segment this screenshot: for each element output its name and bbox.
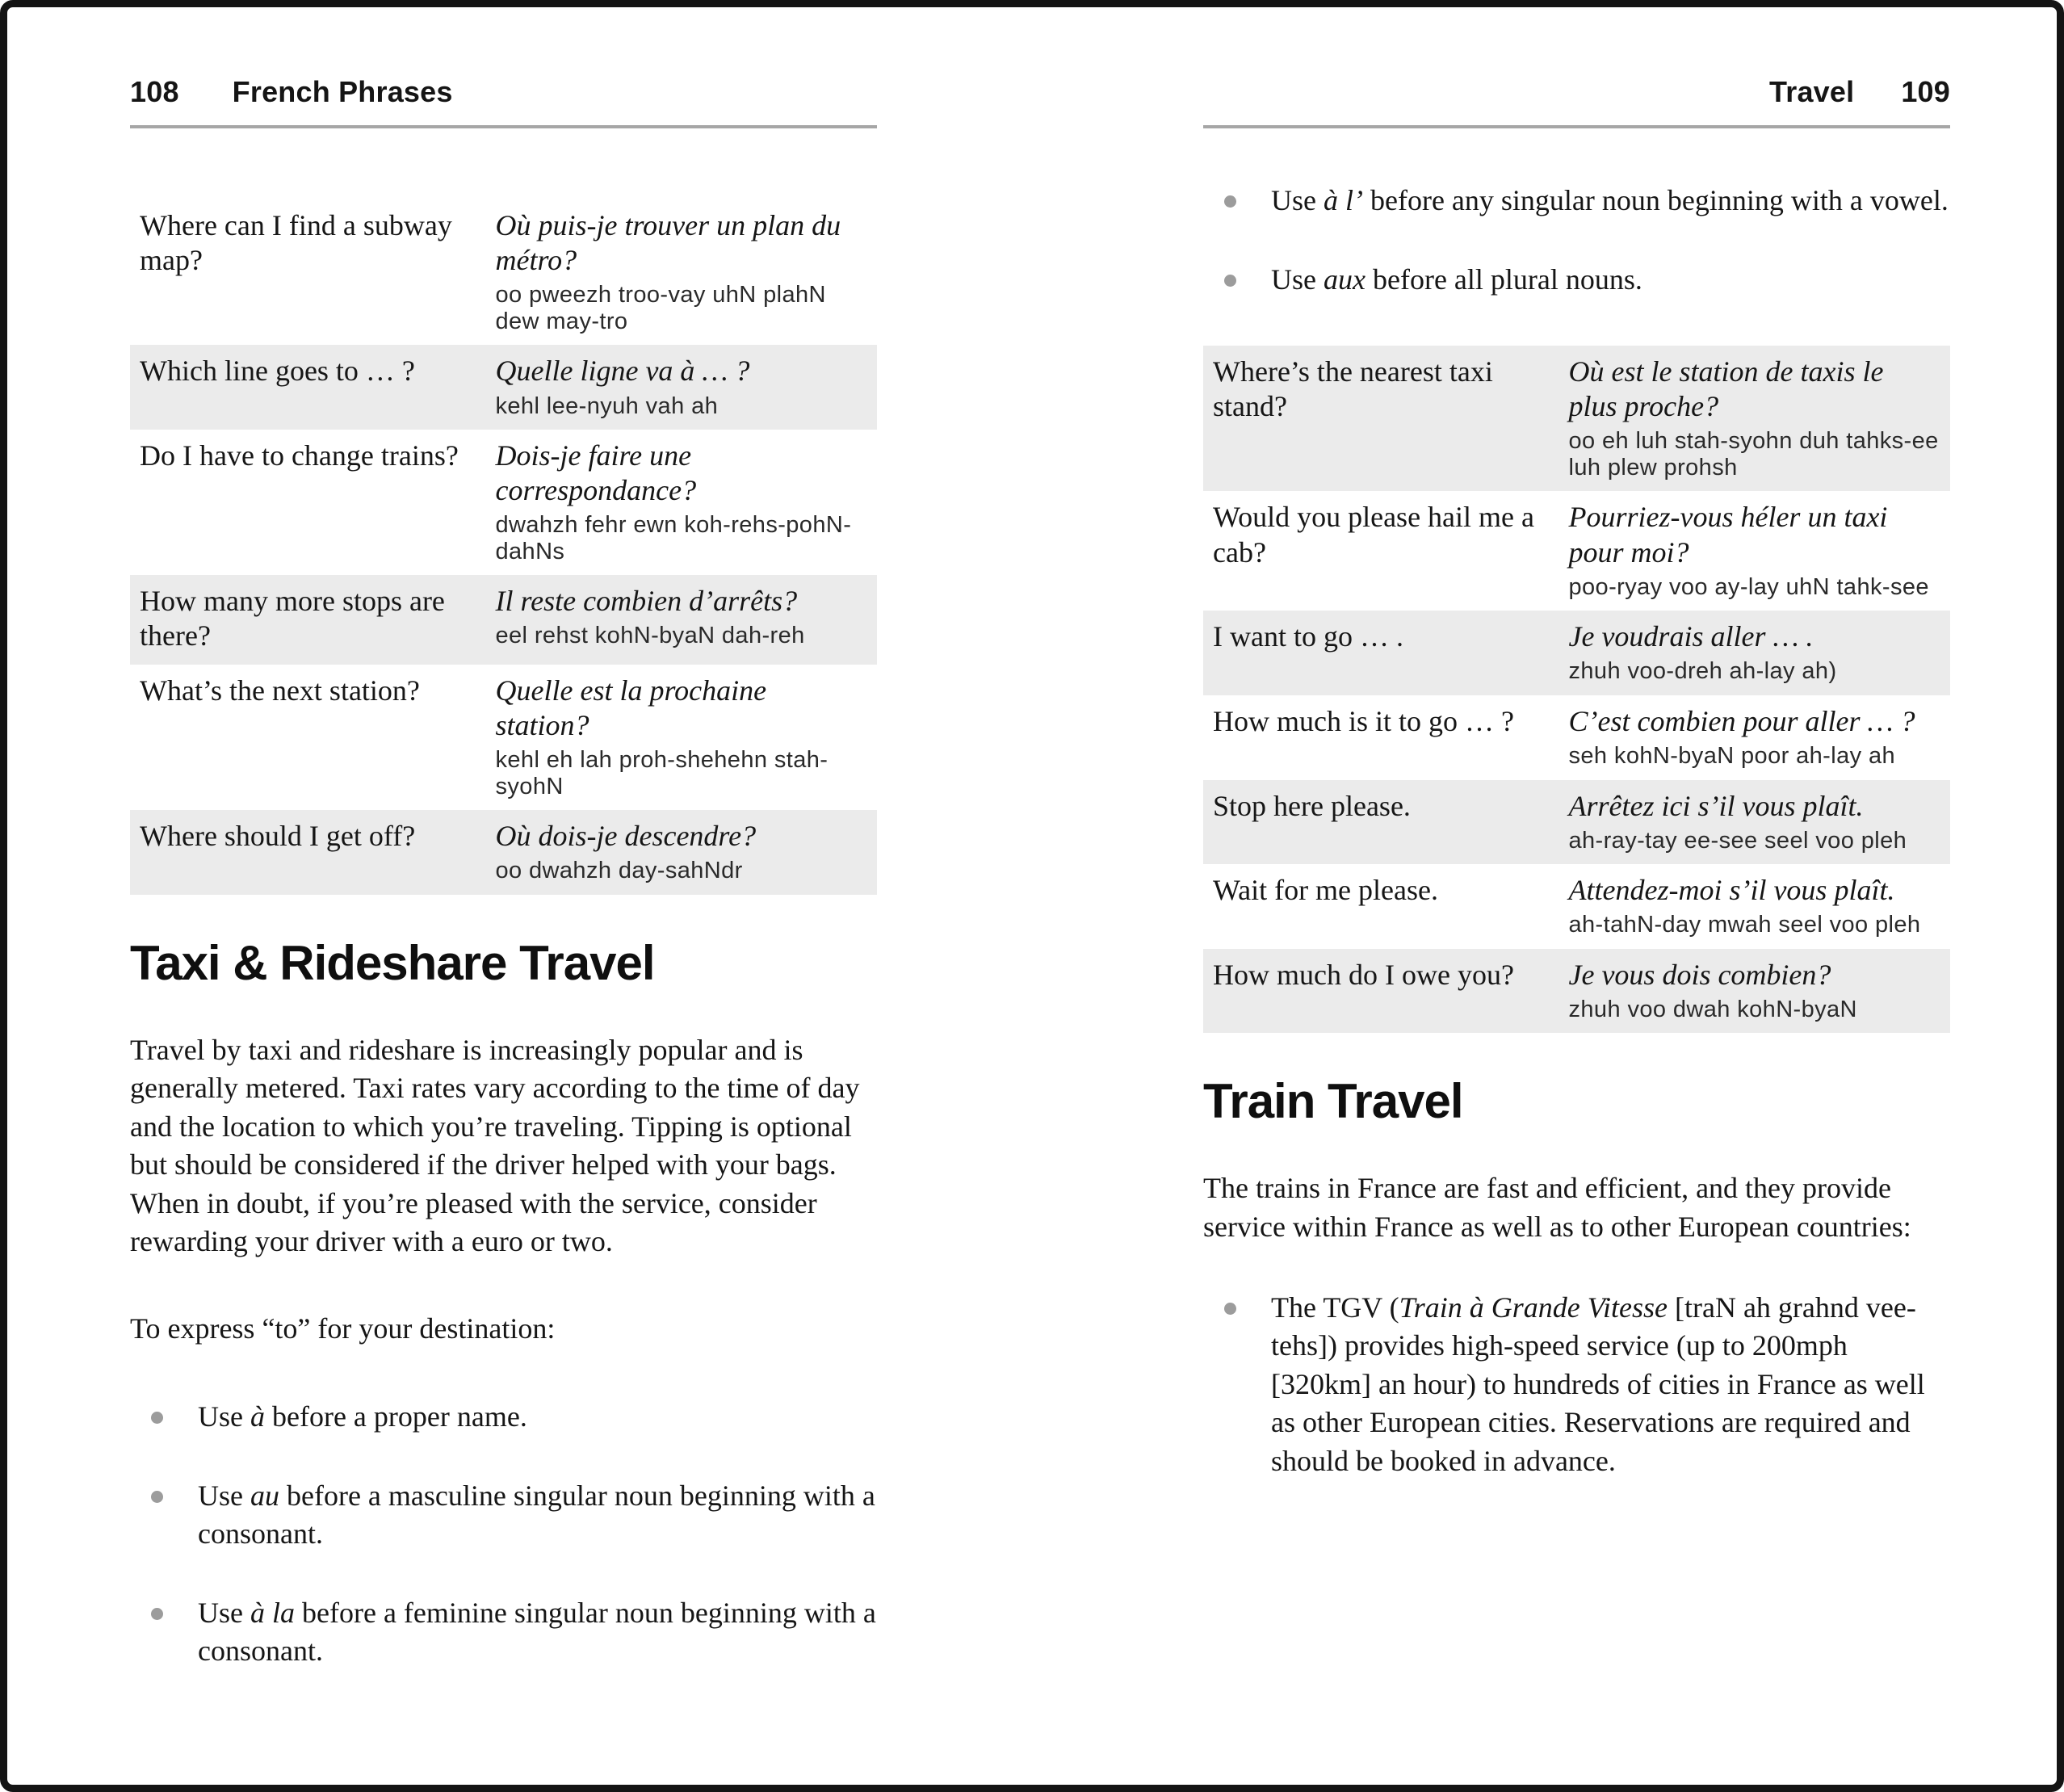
train-travel-heading: Train Travel (1203, 1074, 1463, 1129)
bullet-text: Use à la before a feminine singular noun beginning with a consonant. (198, 1596, 876, 1668)
destination-bullet-list (130, 1398, 877, 1671)
page-left (7, 7, 1032, 1785)
phrase-pronunciation: kehl lee-nyuh vah ah (495, 392, 719, 419)
bullet-text: Use au before a masculine singular noun beginning with a consonant. (198, 1479, 875, 1551)
phrase-french-cell (496, 354, 866, 419)
bullet-text: The TGV (Train à Grande Vitesse [traN ah grahnd vee-tehs]) provides high-speed service (up to 200mph [320km] an hour) to hundreds of cities in France as well as other European cities. Reservations are required and should be booked in advance. (1271, 1290, 1925, 1477)
phrase-french-cell (1569, 704, 1939, 770)
phrase-row (130, 345, 877, 430)
phrase-pronunciation: seh kohN-byaN poor ah-lay ah (1568, 743, 1896, 770)
phrase-french-cell (496, 819, 866, 884)
phrase-french: Quelle est la prochaine station? (495, 674, 767, 741)
bullet-text: Use à before a proper name. (198, 1400, 527, 1433)
phrase-english: Where’s the nearest taxi stand? (1213, 355, 1493, 423)
phrase-english: Do I have to change trains? (140, 439, 459, 472)
phrase-french: Arrêtez ici s’il vous plaît. (1568, 789, 1864, 822)
phrase-pronunciation: zhuh voo dwah kohN-byaN (1568, 997, 1857, 1022)
phrase-row (130, 199, 877, 345)
phrase-pronunciation: eel rehst kohN-byaN dah-reh (495, 623, 805, 649)
phrase-french-cell (496, 439, 866, 564)
phrase-english: How much is it to go … ? (1213, 704, 1514, 737)
right-page-header (1203, 75, 1950, 109)
phrase-row (130, 430, 877, 575)
phrase-french: Je vous dois combien? (1568, 958, 1831, 991)
phrase-english: How much do I owe you? (1213, 958, 1514, 991)
bullet-item (1203, 182, 1950, 220)
phrase-pronunciation: oo dwahzh day-sahNdr (495, 858, 743, 884)
phrase-english: Would you please hail me a cab? (1213, 501, 1534, 569)
phrase-row (1203, 346, 1950, 491)
phrase-row (1203, 864, 1950, 949)
phrase-french-cell (496, 584, 866, 653)
bullet-item (130, 1594, 877, 1671)
train-paragraph: The trains in France are fast and efficient, and they provide service within France as well as to other European countries: (1203, 1172, 1911, 1243)
subway-phrase-table (130, 199, 877, 895)
phrase-french: Dois-je faire une correspondance? (495, 439, 697, 507)
phrase-french-cell (1569, 958, 1939, 1023)
phrase-english: Stop here please. (1213, 789, 1411, 822)
phrase-pronunciation: oo pweezh troo-vay uhN plahN dew may-tro (495, 282, 826, 334)
phrase-french: Je voudrais aller … . (1568, 620, 1814, 653)
bullet-dot-icon (151, 1412, 163, 1424)
phrase-french: Où dois-je descendre? (495, 819, 757, 852)
phrase-french: Pourriez-vous héler un taxi pour moi? (1568, 501, 1888, 569)
bullet-item (1203, 1289, 1950, 1481)
phrase-french-cell (1569, 873, 1939, 938)
phrase-pronunciation: poo-ryay voo ay-lay uhN tahk-see (1568, 573, 1929, 600)
phrase-french-cell (1569, 619, 1939, 685)
phrase-english: Where can I find a subway map? (140, 209, 452, 277)
phrase-pronunciation: ah-tahN-day mwah seel voo pleh (1568, 912, 1921, 938)
right-page-number: 109 (1901, 75, 1950, 108)
two-page-spread (7, 7, 2057, 1785)
bullet-item (130, 1477, 877, 1554)
phrase-english: How many more stops are there? (140, 585, 445, 653)
bullet-item (1203, 261, 1950, 300)
right-header-rule (1203, 125, 1950, 128)
phrase-french: Où puis-je trouver un plan du métro? (495, 209, 841, 277)
phrase-pronunciation: dwahzh fehr ewn koh-rehs-pohN-dahNs (495, 512, 852, 564)
phrase-english: Which line goes to … ? (140, 355, 415, 388)
phrase-pronunciation: kehl eh lah proh-shehehn stah-syohN (495, 747, 829, 799)
phrase-row (130, 810, 877, 895)
phrase-pronunciation: ah-ray-tay ee-see seel voo pleh (1568, 827, 1907, 854)
phrase-french: Quelle ligne va à … ? (495, 355, 750, 388)
taxi-paragraph: Travel by taxi and rideshare is increasingly popular and is generally metered. Taxi rates vary according to the time of day and the location to which you’re traveling. Tipping is optional but should be considered if the driver helped with your bags. When in doubt, if you’re pleased with the service, consider rewarding your driver with a euro or two. (130, 1033, 860, 1258)
phrase-pronunciation: oo eh luh stah-syohn duh tahks-ee luh plew prohsh (1568, 428, 1939, 481)
phrase-english: I want to go … . (1213, 620, 1403, 653)
bullet-dot-icon (151, 1491, 163, 1503)
bullet-text: Use aux before all plural nouns. (1271, 262, 1642, 296)
bullet-item (130, 1398, 877, 1437)
phrase-french-cell (1569, 500, 1939, 600)
left-header-rule (130, 125, 877, 128)
phrase-pronunciation: zhuh voo-dreh ah-lay ah) (1568, 658, 1837, 685)
bullet-dot-icon (1224, 195, 1236, 208)
page-right (1032, 7, 2057, 1785)
bullet-text: Use à l’ before any singular noun beginning with a vowel. (1271, 184, 1949, 216)
taxi-phrase-table (1203, 346, 1950, 1033)
phrase-row (1203, 949, 1950, 1034)
phrase-row (1203, 611, 1950, 695)
phrase-row (1203, 780, 1950, 865)
phrase-french-cell (1569, 355, 1939, 481)
bullet-dot-icon (1224, 1303, 1236, 1315)
destination-bullet-list-continued (1203, 182, 1950, 299)
phrase-french-cell (496, 674, 866, 799)
phrase-french: Où est le station de taxis le plus proche? (1568, 355, 1884, 423)
phrase-row (130, 665, 877, 810)
phrase-english: Where should I get off? (140, 819, 416, 852)
phrase-row (1203, 491, 1950, 611)
taxi-rideshare-heading: Taxi & Rideshare Travel (130, 935, 655, 990)
bullet-dot-icon (1224, 275, 1236, 287)
phrase-english: What’s the next station? (140, 674, 420, 707)
right-page-section-label: Travel (1769, 75, 1855, 108)
phrase-french-cell (1569, 789, 1939, 854)
left-page-number: 108 (130, 75, 179, 108)
phrase-french: Il reste combien d’arrêts? (495, 585, 798, 618)
phrase-row (130, 575, 877, 664)
phrase-row (1203, 695, 1950, 780)
left-page-header (130, 75, 877, 109)
phrase-french: Attendez-moi s’il vous plaît. (1568, 874, 1895, 907)
phrase-french: C’est combien pour aller … ? (1568, 704, 1915, 737)
bullet-dot-icon (151, 1608, 163, 1620)
left-page-section-label: French Phrases (232, 75, 453, 108)
train-bullet-list (1203, 1289, 1950, 1481)
phrase-english: Wait for me please. (1213, 874, 1438, 907)
destination-intro: To express “to” for your destination: (130, 1311, 556, 1345)
phrase-french-cell (496, 208, 866, 334)
